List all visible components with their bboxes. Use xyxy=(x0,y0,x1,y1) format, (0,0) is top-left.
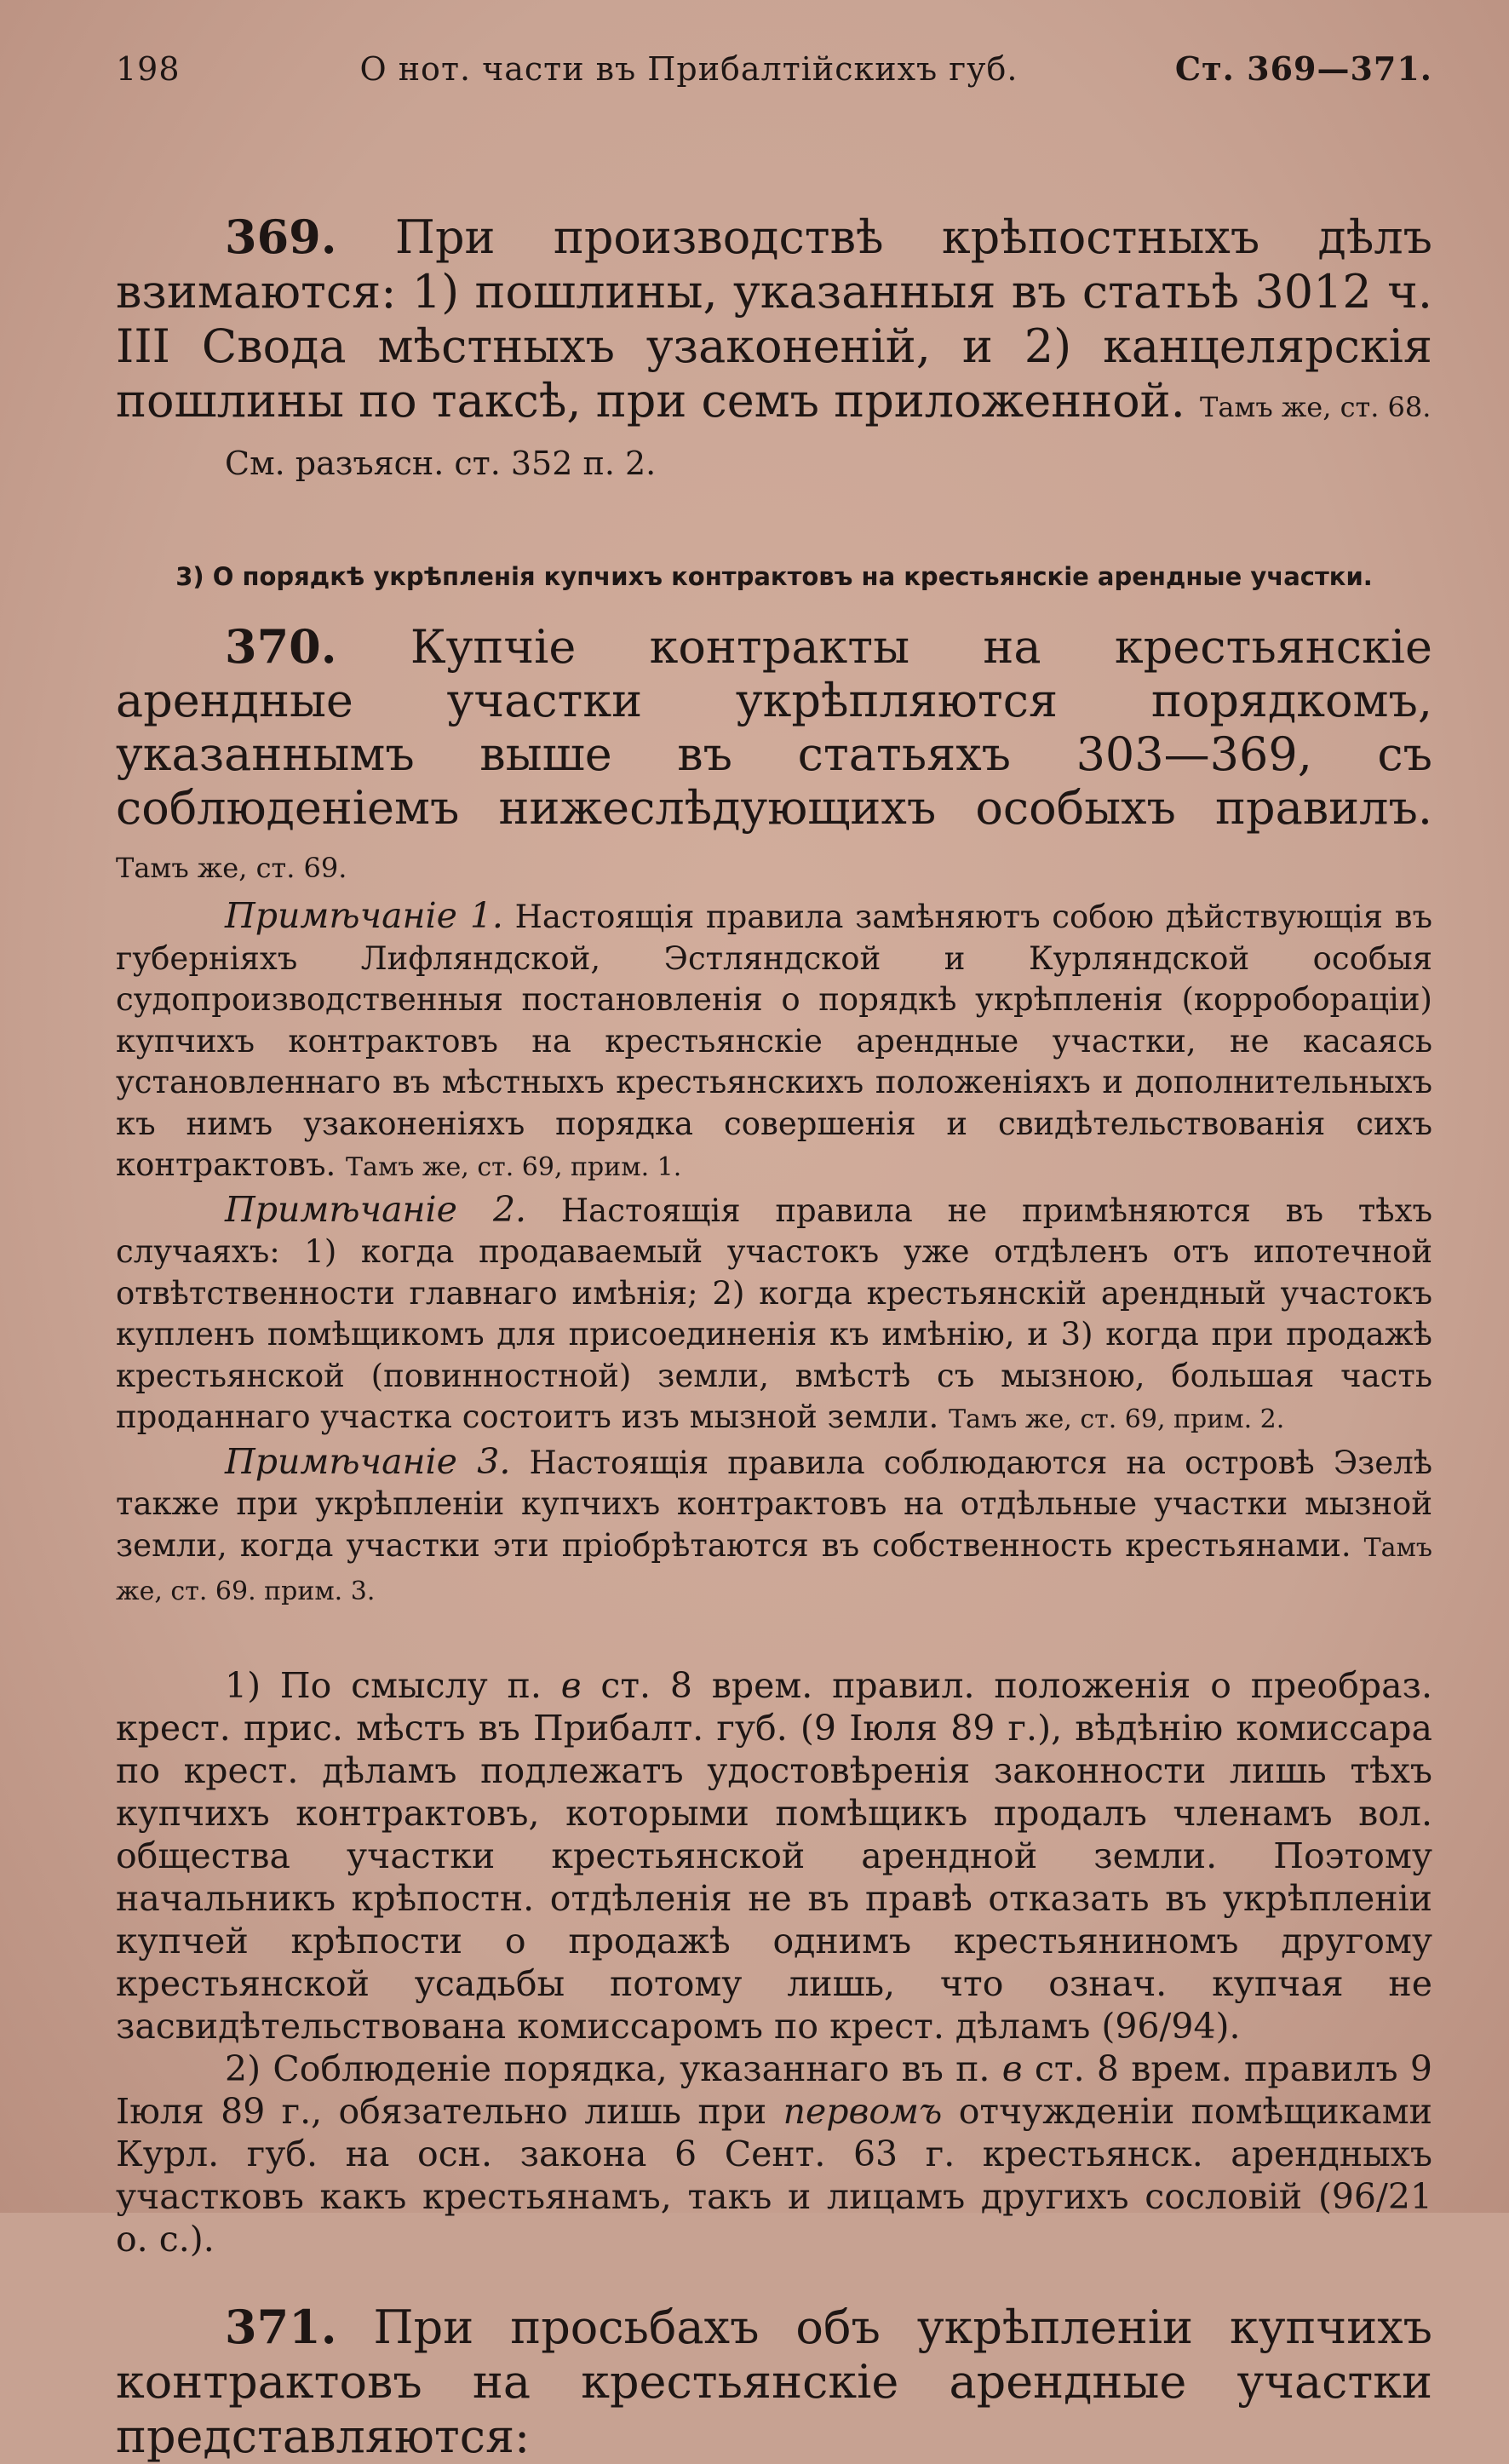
article-source: Тамъ же, ст. 69. xyxy=(116,852,347,884)
note-label: Примѣчаніе 3. xyxy=(225,1440,511,1482)
article-text: При просьбахъ объ укрѣпленіи купчихъ контрактовъ на крестьянскіе арендные участки представляются: xyxy=(116,2300,1433,2463)
note-3 xyxy=(116,1441,1432,1613)
note-source: Тамъ же, ст. 69, прим. 2. xyxy=(949,1404,1285,1434)
commentary-2: 2) Соблюденіе порядка, указаннаго въ п. в ст. 8 врем. правилъ 9 Іюля 89 г., обязательно лишь при первомъ отчужденіи помѣщиками Курл. губ. на осн. закона 6 Сент. 63 г. крестьянск. арендныхъ участковъ какъ крестьянамъ, такъ и лицамъ другихъ сословій (96/21 о. с.). xyxy=(116,2048,1432,2260)
article-source: Тамъ же, ст. 68. xyxy=(1200,391,1432,423)
note-text: Настоящія правила соблюдаются на островѣ Эзелѣ также при укрѣпленіи купчихъ контрактовъ на отдѣльные участки мызной земли, когда участки эти пріобрѣтаются въ собственность крестьянами. xyxy=(116,1444,1433,1564)
note-text: Настоящія правила замѣняютъ собою дѣйствующія въ губерніяхъ Лифляндской, Эстляндской и Курляндской особыя судопроизводственныя постановленія о порядкѣ укрѣпленія (корроборацiи) купчихъ контрактовъ на крестьянскіе арендные участки, не касаясь установленнаго въ мѣстныхъ крестьянскихъ положеніяхъ и дополнительныхъ къ нимъ узаконеніяхъ порядка совершенія и свидѣтельствованія сихъ контрактовъ. xyxy=(116,899,1433,1183)
commentary-1: 1) По смыслу п. в ст. 8 врем. правил. положенія о преобраз. крест. прис. мѣстъ въ Прибалт. губ. (9 Іюля 89 г.), вѣдѣнію комиссара по крест. дѣламъ подлежатъ удостовѣренія законности лишь тѣхъ купчихъ контрактовъ, которыми помѣщикъ продалъ членамъ вол. общества участки крестьянской арендной земли. Поэтому начальникъ крѣпостн. отдѣленія не въ правѣ отказать въ укрѣпленіи купчей крѣпости о продажѣ однимъ крестьяниномъ другому крестьянской усадьбы потому лишь, что означ. купчая не засвидѣтельствована комиссаромъ по крест. дѣламъ (96/94). xyxy=(116,1664,1432,2047)
article-text: При производствѣ крѣпостныхъ дѣлъ взимаются: 1) пошлины, указанныя въ статьѣ 3012 ч. III Свода мѣстныхъ узаконеній, и 2) канцелярскія пошлины по таксѣ, при семъ приложенной. xyxy=(116,210,1432,428)
running-header xyxy=(116,49,1432,101)
note-source: Тамъ же, ст. 69. прим. 3. xyxy=(116,1532,1432,1606)
article-number: 369. xyxy=(225,210,337,264)
cross-reference: См. разъясн. ст. 352 п. 2. xyxy=(225,445,657,482)
note-source: Тамъ же, ст. 69, прим. 1. xyxy=(346,1152,682,1182)
note-label: Примѣчаніе 1. xyxy=(225,895,503,936)
article-number: 370. xyxy=(225,619,337,674)
article-371 xyxy=(116,2300,1432,2464)
article-range: Ст. 369—371. xyxy=(1174,49,1432,88)
article-number: 371. xyxy=(225,2299,337,2354)
article-369 xyxy=(116,210,1432,485)
article-text: Купчіе контракты на крестьянскіе арендные участки укрѣпляются порядкомъ, указаннымъ выше въ статьяхъ 303—369, съ соблюденіемъ нижеслѣдующихъ особыхъ правилъ. xyxy=(116,620,1432,835)
section-heading: 3) О порядкѣ укрѣпленія купчихъ контрактовъ на крестьянскіе арендные участки. xyxy=(175,562,1373,591)
note-1 xyxy=(116,895,1432,1189)
note-label: Примѣчаніе 2. xyxy=(225,1188,527,1230)
note-text: Настоящія правила не примѣняются въ тѣхъ случаяхъ: 1) когда продаваемый участокъ уже отдѣленъ отъ ипотечной отвѣтственности главнаго имѣнія; 2) когда крестьянскій арендный участокъ купленъ помѣщикомъ для присоединенія къ имѣнію, и 3) когда при продажѣ крестьянской (повинностной) земли, вмѣстѣ съ мызною, большая часть проданнаго участка состоитъ изъ мызной земли. xyxy=(116,1192,1432,1435)
running-title: О нот. части въ Прибалтійскихъ губ. xyxy=(359,50,1018,88)
article-370 xyxy=(116,620,1432,2260)
page-number: 198 xyxy=(116,50,181,88)
note-2 xyxy=(116,1189,1432,1441)
